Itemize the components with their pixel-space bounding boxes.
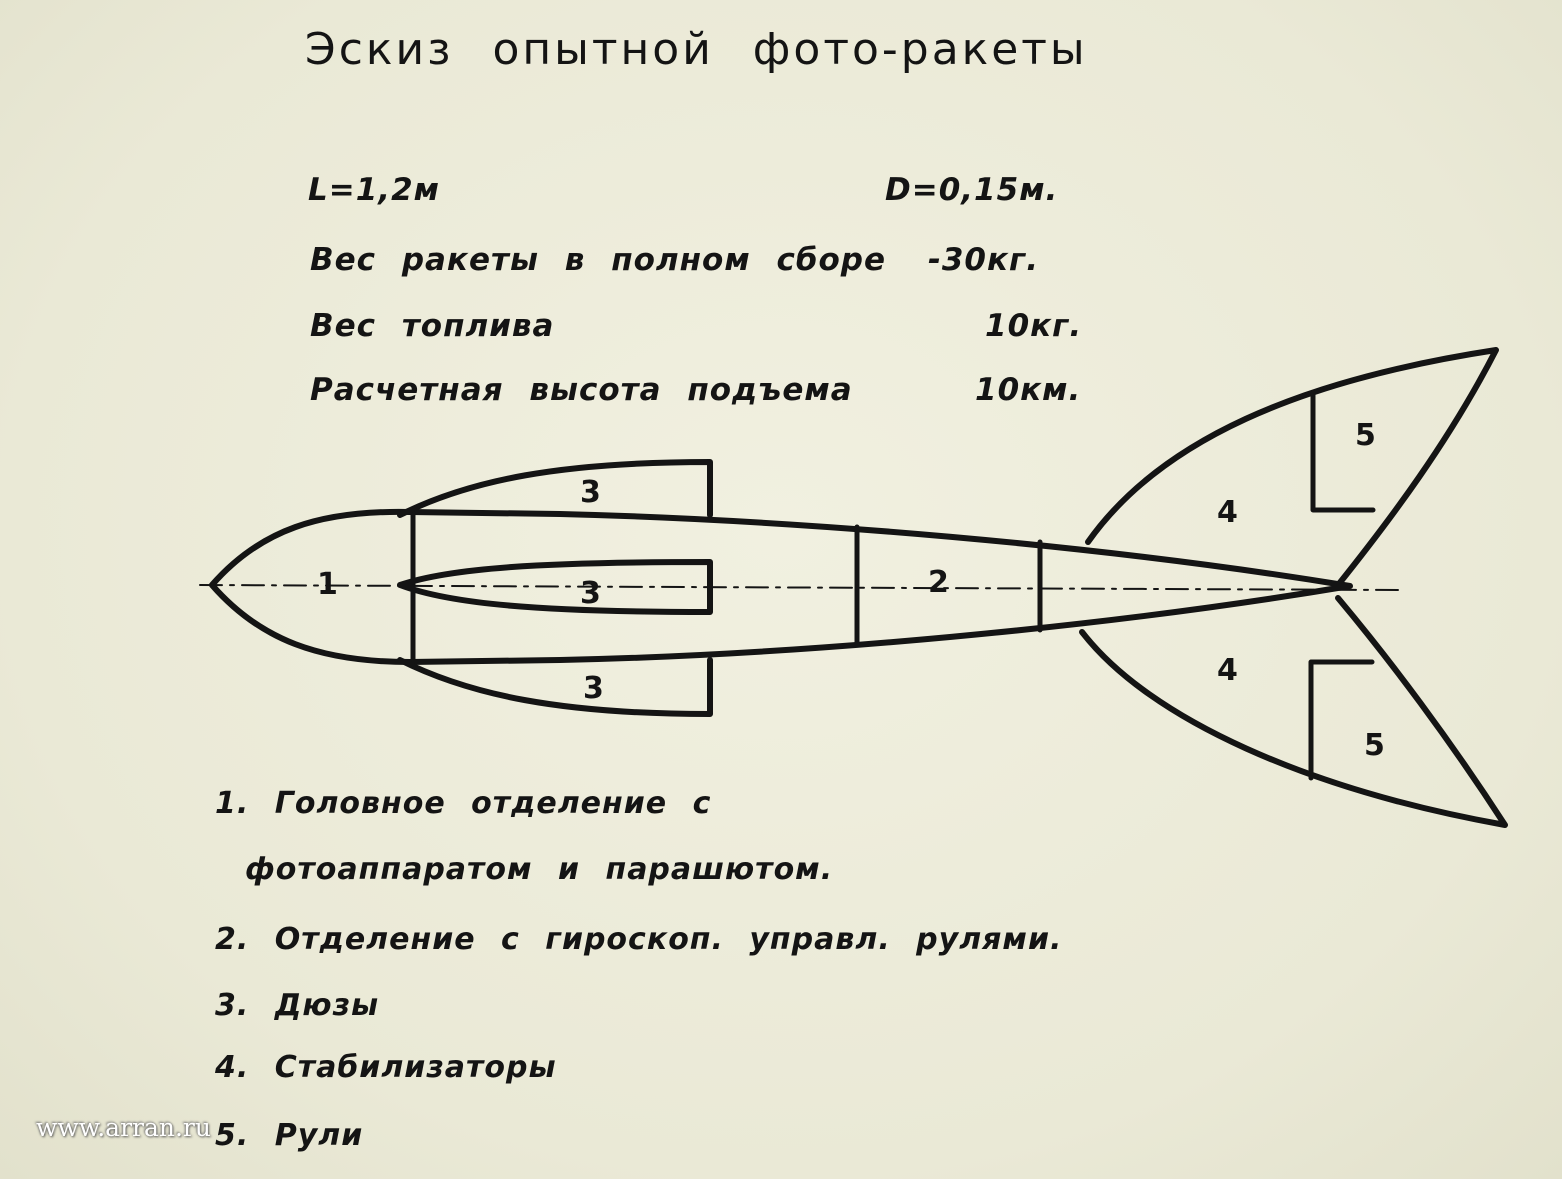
label-rudder-bottom: 5 (1364, 728, 1385, 763)
label-nozzle-center: 3 (580, 576, 601, 611)
legend-item-5: 5. Рули (215, 1118, 364, 1153)
fuel-value: 10кг. (985, 308, 1083, 344)
legend-item-2: 2. Отделение с гироскоп. управл. рулями. (215, 922, 1063, 957)
watermark-link[interactable]: www.arran.ru (36, 1113, 211, 1142)
weight-value: -30кг. (928, 242, 1040, 278)
label-gyro: 2 (928, 565, 949, 600)
legend-item-1-line-2: фотоаппаратом и парашютом. (245, 852, 834, 887)
label-nozzle-top: 3 (580, 475, 601, 510)
center-axis-line (200, 585, 1400, 590)
label-fin-top: 4 (1217, 495, 1238, 530)
diameter-spec: D=0,15м. (885, 172, 1059, 208)
nozzle-top-outline (400, 462, 710, 515)
label-fin-bottom: 4 (1217, 653, 1238, 688)
diagram-title: Эскиз опытной фото-ракеты (305, 24, 1088, 75)
label-rudder-top: 5 (1355, 418, 1376, 453)
length-spec: L=1,2м (308, 172, 440, 208)
altitude-label: Расчетная высота подъема (310, 372, 853, 408)
nozzle-bottom-outline (400, 660, 710, 714)
legend-item-3: 3. Дюзы (215, 988, 380, 1023)
weight-label: Вес ракеты в полном сборе (310, 242, 887, 278)
altitude-value: 10км. (975, 372, 1082, 408)
fin-bottom-outline (1082, 598, 1505, 825)
legend-item-4: 4. Стабилизаторы (215, 1050, 557, 1085)
fin-top-outline (1088, 350, 1496, 585)
rocket-body-outline (212, 512, 1350, 662)
legend-item-1-line-1: 1. Головное отделение с (215, 786, 712, 821)
fuel-label: Вес топлива (310, 308, 555, 344)
label-nozzle-bottom: 3 (583, 671, 604, 706)
rudder-bottom-outline (1311, 662, 1372, 778)
label-head: 1 (317, 567, 338, 602)
